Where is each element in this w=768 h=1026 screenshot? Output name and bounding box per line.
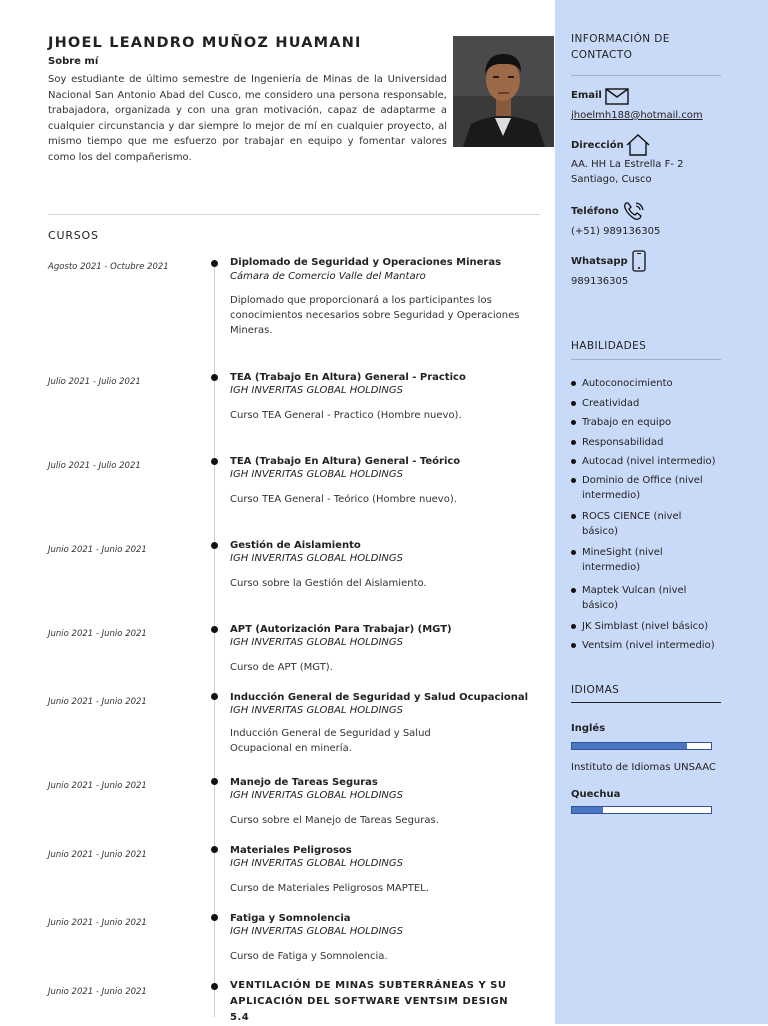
course-title: TEA (Trabajo En Altura) General - Practico	[230, 372, 466, 383]
course-desc: Curso TEA General - Teórico (Hombre nuevo).	[230, 494, 457, 505]
whatsapp-label: Whatsapp	[571, 256, 628, 267]
skill-item: MineSight (nivel intermedio)	[571, 545, 682, 576]
skills-title: HABILIDADES	[571, 340, 647, 352]
course-desc: Curso de Fatiga y Somnolencia.	[230, 951, 388, 962]
skill-item: Autocad (nivel intermedio)	[571, 454, 731, 470]
course-title: Diplomado de Seguridad y Operaciones Mineras	[230, 257, 502, 268]
course-org: IGH INVERITAS GLOBAL HOLDINGS	[230, 469, 403, 480]
contact-rule	[571, 75, 721, 76]
skill-item: Maptek Vulcan (nivel básico)	[571, 583, 702, 614]
course-title: TEA (Trabajo En Altura) General - Teórico	[230, 456, 461, 467]
address-line1: AA. HH La Estrella F- 2	[571, 159, 684, 170]
skills-rule	[571, 359, 721, 360]
course-desc: Diplomado que proporcionará a los participantes los conocimientos necesarios sobre Seguridad y Operaciones Mineras.	[230, 295, 520, 336]
timeline-dot	[211, 778, 218, 785]
phone-value: (+51) 989136305	[571, 226, 661, 237]
timeline-dot	[211, 626, 218, 633]
course-desc: Curso TEA General - Practico (Hombre nuevo).	[230, 410, 462, 421]
language-note: Instituto de Idiomas UNSAAC	[571, 762, 716, 773]
timeline-dot	[211, 846, 218, 853]
skill-item: Trabajo en equipo	[571, 415, 731, 431]
course-org: IGH INVERITAS GLOBAL HOLDINGS	[230, 553, 403, 564]
timeline-dot	[211, 374, 218, 381]
course-date: Agosto 2021 - Octubre 2021	[48, 262, 169, 272]
course-org: IGH INVERITAS GLOBAL HOLDINGS	[230, 705, 403, 716]
course-date: Julio 2021 - Julio 2021	[48, 461, 141, 471]
phone-icon	[622, 200, 646, 226]
mobile-icon	[631, 250, 647, 276]
courses-title: CURSOS	[48, 229, 99, 242]
skill-item: Ventsim (nivel intermedio)	[571, 638, 731, 654]
language-level-bar	[571, 742, 712, 750]
course-org: Cámara de Comercio Valle del Mantaro	[230, 271, 426, 282]
course-date: Junio 2021 - Junio 2021	[48, 697, 147, 707]
address-label: Dirección	[571, 140, 624, 151]
language-name: Inglés	[571, 723, 606, 734]
skill-item: Creatividad	[571, 396, 731, 412]
email-label: Email	[571, 90, 602, 101]
profile-photo	[453, 36, 554, 147]
timeline-dot	[211, 983, 218, 990]
course-org: IGH INVERITAS GLOBAL HOLDINGS	[230, 637, 403, 648]
course-date: Julio 2021 - Julio 2021	[48, 377, 141, 387]
skill-item: Responsabilidad	[571, 435, 731, 451]
languages-title: IDIOMAS	[571, 684, 620, 696]
timeline-dot	[211, 693, 218, 700]
skills-list	[571, 376, 731, 654]
contact-title: INFORMACIÓN DE CONTACTO	[571, 33, 670, 61]
course-title: VENTILACIÓN DE MINAS SUBTERRÁNEAS Y SU APLICACIÓN DEL SOFTWARE VENTSIM DESIGN 5.4	[230, 980, 509, 1023]
timeline-dot	[211, 914, 218, 921]
course-date: Junio 2021 - Junio 2021	[48, 918, 147, 928]
languages-rule	[571, 702, 721, 703]
envelope-icon	[605, 88, 629, 109]
about-title: Sobre mí	[48, 56, 99, 67]
course-title: Manejo de Tareas Seguras	[230, 777, 378, 788]
course-desc: Curso de APT (MGT).	[230, 662, 333, 673]
course-title: Inducción General de Seguridad y Salud Ocupacional	[230, 692, 529, 703]
timeline-dot	[211, 260, 218, 267]
address-line2: Santiago, Cusco	[571, 174, 652, 185]
course-date: Junio 2021 - Junio 2021	[48, 545, 147, 555]
skill-item: Dominio de Office (nivel intermedio)	[571, 473, 712, 504]
course-title: Fatiga y Somnolencia	[230, 913, 351, 924]
language-level-fill	[572, 743, 687, 749]
course-org: IGH INVERITAS GLOBAL HOLDINGS	[230, 926, 403, 937]
about-text: Soy estudiante de último semestre de Ingeniería de Minas de la Universidad Nacional San Antonio Abad del Cusco, me considero una persona responsable, trabajadora, organizada y con una gran motivación, capaz de adaptarme a cualquier circunstancia y dar siempre lo mejor de mí en cualquier proyecto, al mismo tiempo que me esfuerzo por trabajar en equipo y fomentar valores como los del compañerismo.	[48, 74, 447, 163]
skill-item: ROCS CIENCE (nivel básico)	[571, 509, 692, 540]
section-divider	[48, 214, 540, 215]
course-date: Junio 2021 - Junio 2021	[48, 850, 147, 860]
course-date: Junio 2021 - Junio 2021	[48, 987, 147, 997]
timeline-dot	[211, 542, 218, 549]
email-link[interactable]: jhoelmh188@hotmail.com	[571, 110, 703, 121]
course-desc: Curso de Materiales Peligrosos MAPTEL.	[230, 883, 429, 894]
course-title: Materiales Peligrosos	[230, 845, 352, 856]
course-desc: Inducción General de Seguridad y Salud Ocupacional en minería.	[230, 728, 431, 754]
course-desc: Curso sobre la Gestión del Aislamiento.	[230, 578, 427, 589]
candidate-name: JHOEL LEANDRO MUÑOZ HUAMANI	[48, 35, 362, 51]
phone-label: Teléfono	[571, 206, 619, 217]
timeline-dot	[211, 458, 218, 465]
course-org: IGH INVERITAS GLOBAL HOLDINGS	[230, 385, 403, 396]
course-title: Gestión de Aislamiento	[230, 540, 361, 551]
whatsapp-value: 989136305	[571, 276, 629, 287]
course-title: APT (Autorización Para Trabajar) (MGT)	[230, 624, 452, 635]
language-name: Quechua	[571, 789, 621, 800]
language-level-bar	[571, 806, 712, 814]
course-date: Junio 2021 - Junio 2021	[48, 629, 147, 639]
language-level-fill	[572, 807, 603, 813]
course-org: IGH INVERITAS GLOBAL HOLDINGS	[230, 858, 403, 869]
course-desc: Curso sobre el Manejo de Tareas Seguras.	[230, 815, 439, 826]
skill-item: JK Simblast (nivel básico)	[571, 619, 731, 635]
course-date: Junio 2021 - Junio 2021	[48, 781, 147, 791]
course-org: IGH INVERITAS GLOBAL HOLDINGS	[230, 790, 403, 801]
skill-item: Autoconocimiento	[571, 376, 731, 392]
